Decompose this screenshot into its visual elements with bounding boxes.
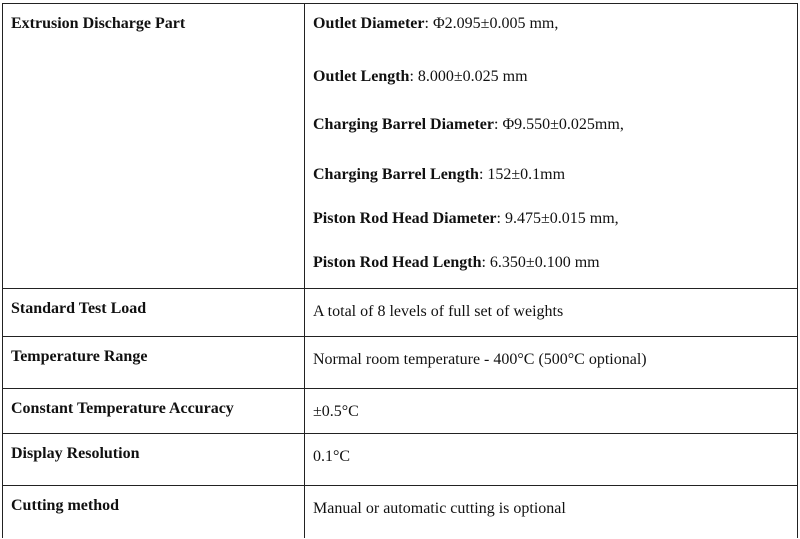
table-row: [3, 434, 798, 486]
spec-line-label: Charging Barrel Length: [313, 166, 479, 183]
row-label: Standard Test Load: [11, 300, 147, 317]
spec-line-label: Piston Rod Head Diameter: [313, 210, 497, 227]
row-label-cell: [3, 4, 305, 289]
row-value-cell: [305, 4, 798, 289]
table-row: [3, 4, 798, 289]
row-label: Temperature Range: [11, 348, 148, 365]
table-row: [3, 337, 798, 389]
row-value-cell: [305, 289, 798, 337]
spec-line-piston-rod-head-length: [313, 228, 797, 272]
row-value-cell: [305, 486, 798, 539]
spec-line-outlet-length: [313, 33, 797, 86]
row-value: Manual or automatic cutting is optional: [313, 500, 566, 517]
spec-line-piston-rod-head-diameter: [313, 184, 797, 228]
spec-line-label: Outlet Diameter: [313, 15, 425, 32]
spec-line-value: : 9.475±0.015 mm,: [496, 210, 619, 227]
table-row: [3, 486, 798, 539]
row-value: 0.1°C: [313, 448, 351, 465]
row-value-cell: [305, 434, 798, 486]
row-value: Normal room temperature - 400°C (500°C optional): [313, 351, 647, 368]
spec-line-value: : Φ9.550±0.025mm,: [494, 116, 624, 133]
row-label: Cutting method: [11, 497, 120, 514]
table-row: [3, 389, 798, 434]
spec-line-charging-barrel-diameter: [313, 86, 797, 134]
row-label-cell: [3, 337, 305, 389]
spec-line-value: : 8.000±0.025 mm: [409, 68, 528, 85]
row-label-cell: [3, 289, 305, 337]
row-label-cell: [3, 389, 305, 434]
spec-line-label: Outlet Length: [313, 68, 410, 85]
spec-line-label: Piston Rod Head Length: [313, 254, 482, 271]
row-label: Constant Temperature Accuracy: [11, 400, 234, 417]
table-row: [3, 289, 798, 337]
spec-line-value: : 6.350±0.100 mm: [481, 254, 600, 271]
row-value-cell: [305, 337, 798, 389]
spec-line-label: Charging Barrel Diameter: [313, 116, 494, 133]
row-label: Display Resolution: [11, 445, 140, 462]
specification-table: [2, 3, 798, 538]
spec-line-value: : Φ2.095±0.005 mm,: [424, 15, 559, 32]
row-label-cell: [3, 486, 305, 539]
spec-line-outlet-diameter: [313, 4, 797, 33]
row-value-cell: [305, 389, 798, 434]
row-value: ±0.5°C: [313, 403, 359, 420]
row-label: Extrusion Discharge Part: [11, 15, 186, 32]
row-value: A total of 8 levels of full set of weights: [313, 303, 564, 320]
row-label-cell: [3, 434, 305, 486]
spec-line-charging-barrel-length: [313, 134, 797, 184]
spec-line-value: : 152±0.1mm: [478, 166, 566, 183]
